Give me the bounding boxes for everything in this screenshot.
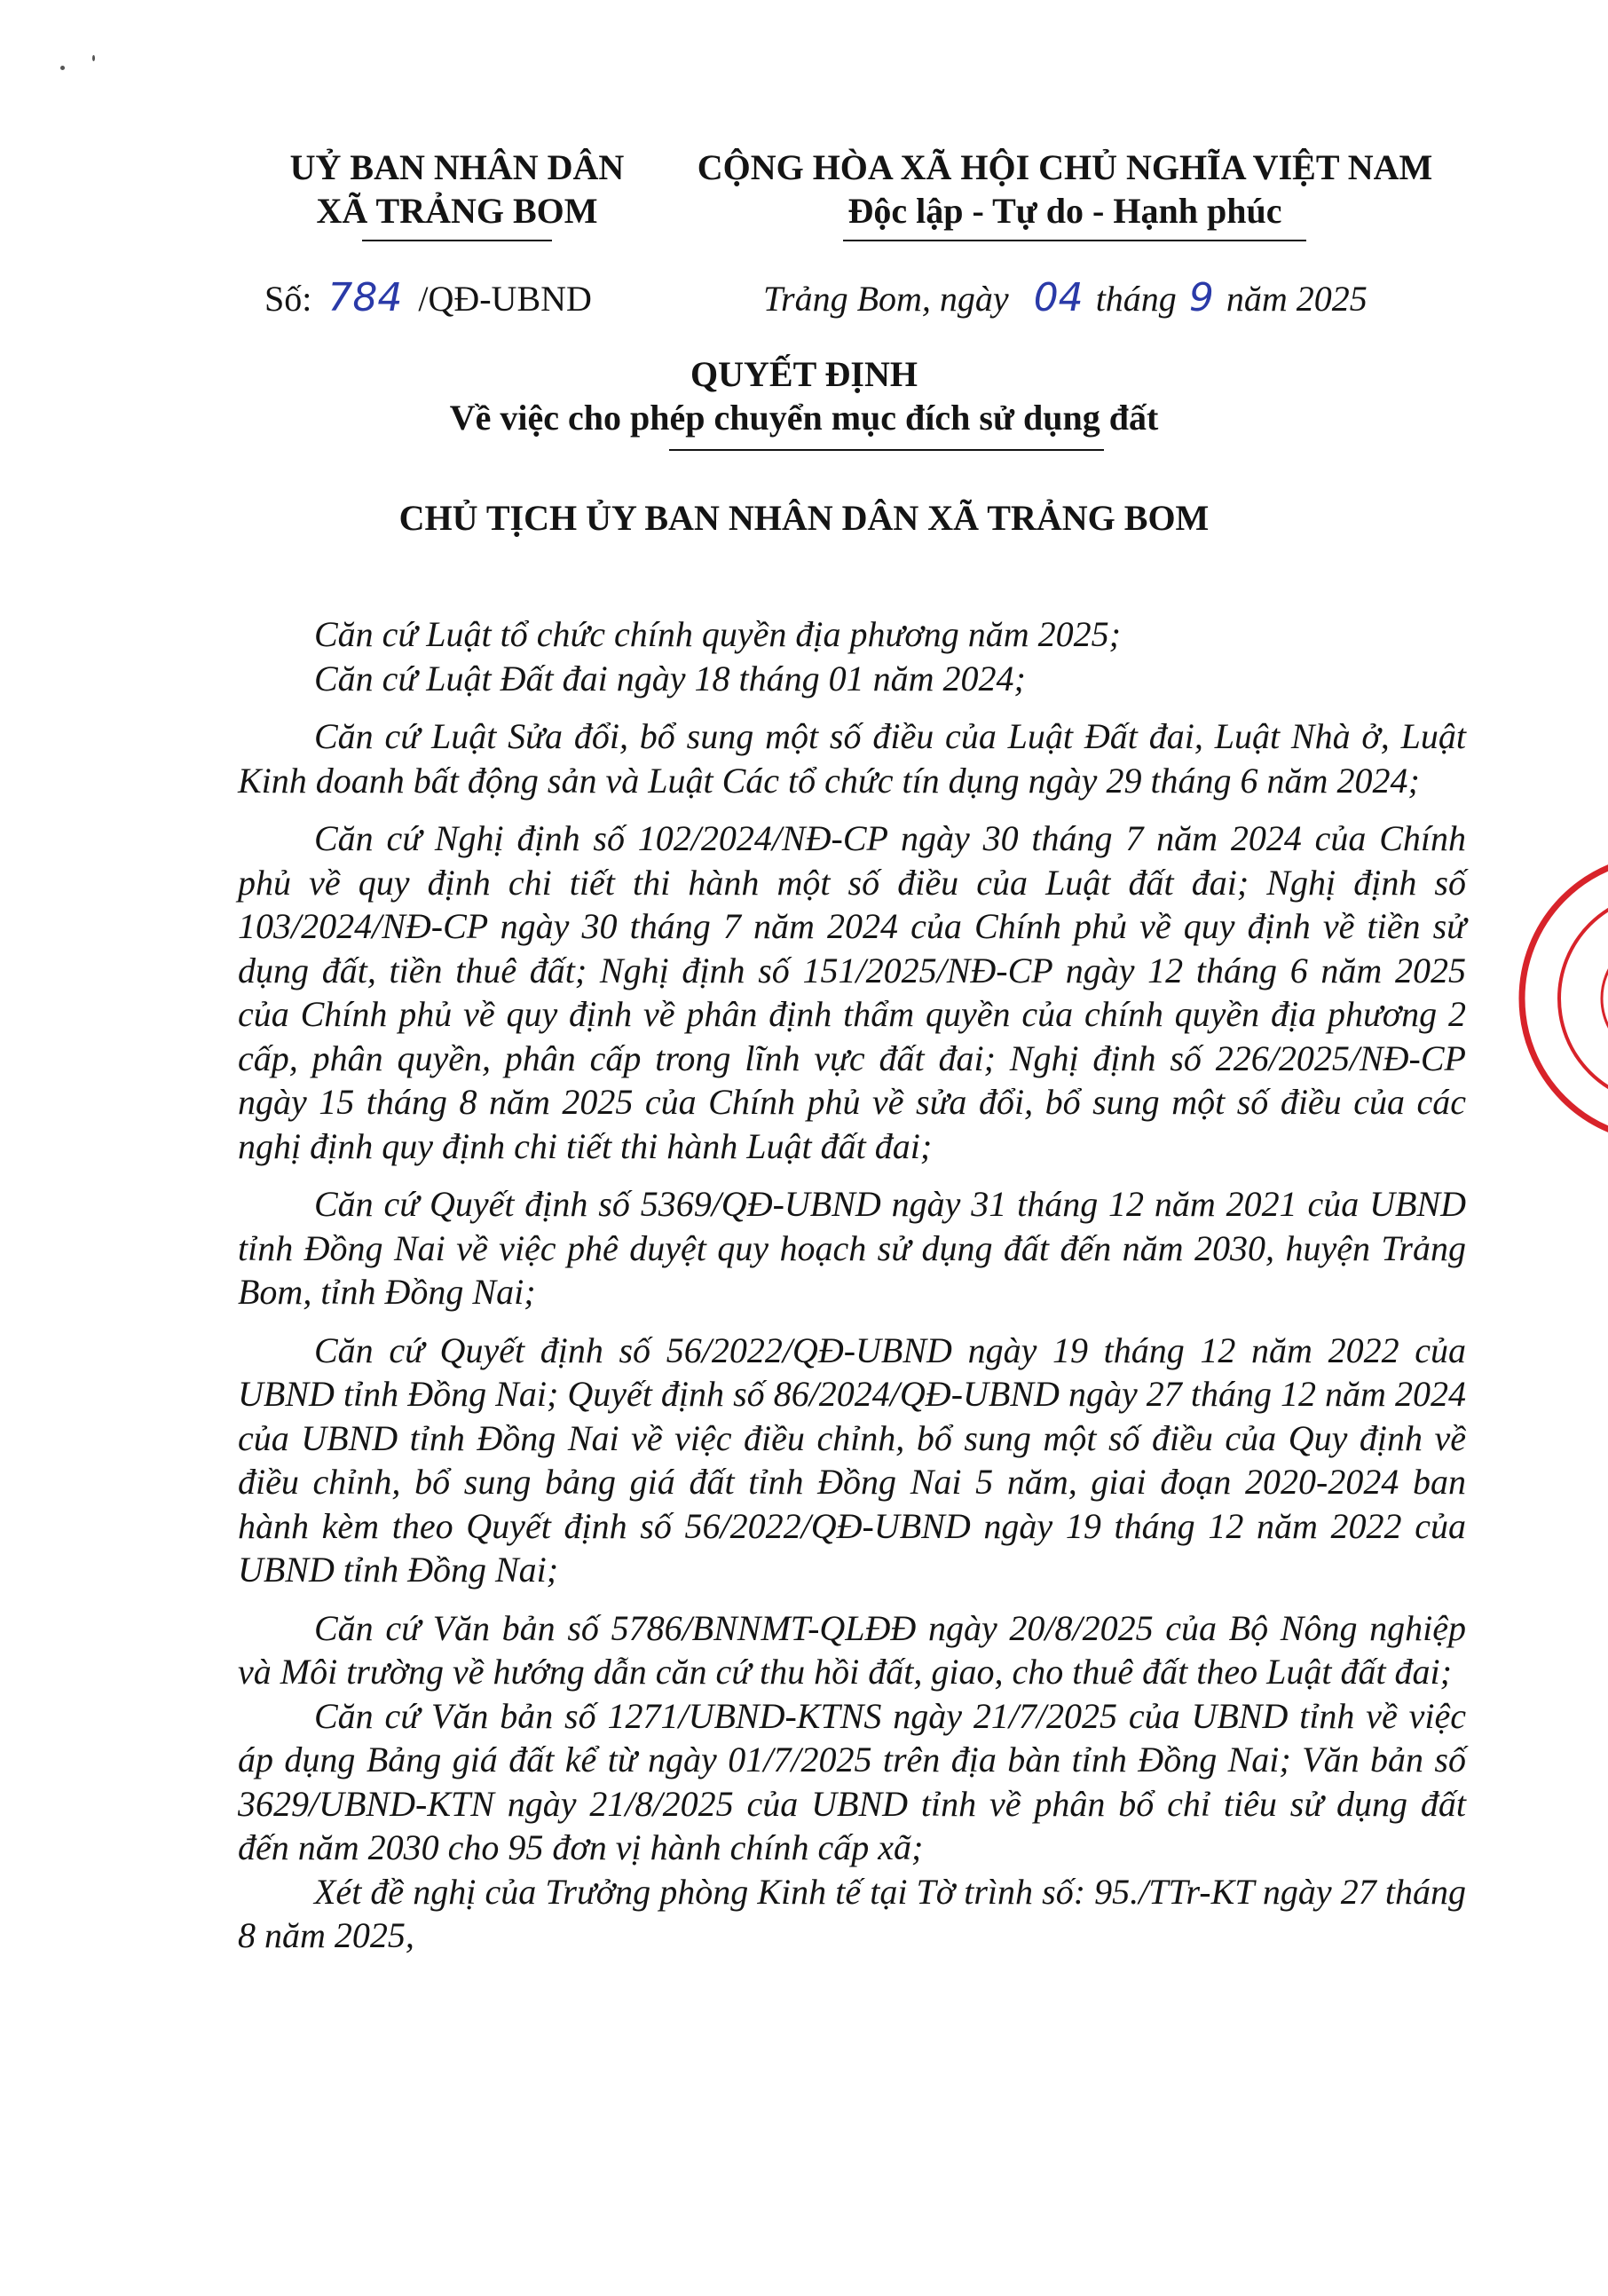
basis-paragraph: Căn cứ Văn bản số 5786/BNNMT-QLĐĐ ngày 20/8/2025 của Bộ Nông nghiệp và Môi trường về hướng dẫn căn cứ thu hồi đất, giao, cho thuê đất theo Luật đất đai; xyxy=(238,1607,1466,1692)
scan-speck xyxy=(92,55,95,61)
seal-graphic xyxy=(1509,856,1608,1140)
nation-line2: Độc lập - Tự do - Hạnh phúc xyxy=(847,191,1282,231)
scan-speck xyxy=(60,66,65,70)
basis-paragraph: Căn cứ Luật Sửa đổi, bổ sung một số điều của Luật Đất đai, Luật Nhà ở, Luật Kinh doanh bất động sản và Luật Các tổ chức tín dụng ngày 29 tháng 6 năm 2024; xyxy=(238,716,1466,801)
number-prefix: Số: xyxy=(264,279,312,319)
decision-title: QUYẾT ĐỊNH xyxy=(690,354,918,394)
subtitle-underline xyxy=(669,449,1104,451)
date-year: năm 2025 xyxy=(1226,279,1368,319)
handwritten-day: 04 xyxy=(1033,275,1084,320)
basis-paragraph: Căn cứ Văn bản số 1271/UBND-KTNS ngày 21/7/2025 của UBND tỉnh về việc áp dụng Bảng giá đất kể từ ngày 01/7/2025 trên địa bàn tỉnh Đồng Nai; Văn bản số 3629/UBND-KTN ngày 21/8/2025 của UBND tỉnh về phân bổ chỉ tiêu sử dụng đất đến năm 2030 cho 95 đơn vị hành chính cấp xã; xyxy=(238,1695,1466,1867)
date-month-word: tháng xyxy=(1095,279,1177,319)
basis-paragraph: Căn cứ Luật Đất đai ngày 18 tháng 01 năm 2024; xyxy=(314,658,1026,698)
motto-underline xyxy=(843,240,1306,241)
decision-subtitle: Về việc cho phép chuyển mục đích sử dụng đất xyxy=(449,398,1159,438)
legal-basis xyxy=(238,612,1466,1958)
document-number xyxy=(264,275,592,320)
issuing-agency xyxy=(266,146,648,232)
basis-paragraph: Xét đề nghị của Trưởng phòng Kinh tế tại Tờ trình số: 95./TTr-KT ngày 27 tháng 8 năm 2025, xyxy=(238,1871,1466,1955)
national-motto xyxy=(666,146,1464,232)
basis-paragraph: Căn cứ Quyết định số 56/2022/QĐ-UBND ngày 19 tháng 12 năm 2022 của UBND tỉnh Đồng Nai; Quyết định số 86/2024/QĐ-UBND ngày 27 tháng 12 năm 2024 của UBND tỉnh Đồng Nai về việc điều chỉnh, bổ sung một số điều của Quy định về điều chỉnh, bổ sung bảng giá đất tỉnh Đồng Nai 5 năm, giai đoạn 2020-2024 ban hành kèm theo Quyết định số 56/2022/QĐ-UBND ngày 19 tháng 12 năm 2022 của UBND tỉnh Đồng Nai; xyxy=(238,1329,1466,1590)
agency-line2: XÃ TRẢNG BOM xyxy=(316,191,598,231)
basis-paragraph: Căn cứ Luật tổ chức chính quyền địa phương năm 2025; xyxy=(314,614,1121,654)
nation-line1: CỘNG HÒA XÃ HỘI CHỦ NGHĨA VIỆT NAM xyxy=(697,147,1433,187)
authority-heading: CHỦ TỊCH ỦY BAN NHÂN DÂN XÃ TRẢNG BOM xyxy=(398,498,1210,538)
red-seal-stamp xyxy=(1509,856,1608,1140)
basis-paragraph: Căn cứ Quyết định số 5369/QĐ-UBND ngày 31 tháng 12 năm 2021 của UBND tỉnh Đồng Nai về việc phê duyệt quy hoạch sử dụng đất đến năm 2030, huyện Trảng Bom, tỉnh Đồng Nai; xyxy=(238,1184,1466,1312)
handwritten-month: 9 xyxy=(1188,275,1214,320)
handwritten-number: 784 xyxy=(327,275,403,320)
basis-paragraph: Căn cứ Nghị định số 102/2024/NĐ-CP ngày 30 tháng 7 năm 2024 của Chính phủ về quy định chi tiết thi hành một số điều của Luật đất đai; Nghị định số 103/2024/NĐ-CP ngày 30 tháng 7 năm 2024 của Chính phủ về quy định về tiền sử dụng đất, tiền thuê đất; Nghị định số 151/2025/NĐ-CP ngày 12 tháng 6 năm 2025 của Chính phủ về quy định về phân định thẩm quyền của chính quyền địa phương 2 cấp, phân quyền, phân cấp trong lĩnh vực đất đai; Nghị định số 226/2025/NĐ-CP ngày 15 tháng 8 năm 2025 của Chính phủ về sửa đổi, bổ sung một số điều của các nghị định quy định chi tiết thi hành Luật đất đai; xyxy=(238,818,1466,1166)
date-prefix: Trảng Bom, ngày xyxy=(763,279,1009,319)
issue-date xyxy=(763,275,1368,320)
agency-underline xyxy=(362,240,552,241)
agency-line1: UỶ BAN NHÂN DÂN xyxy=(289,147,625,187)
number-suffix: /QĐ-UBND xyxy=(418,279,592,319)
